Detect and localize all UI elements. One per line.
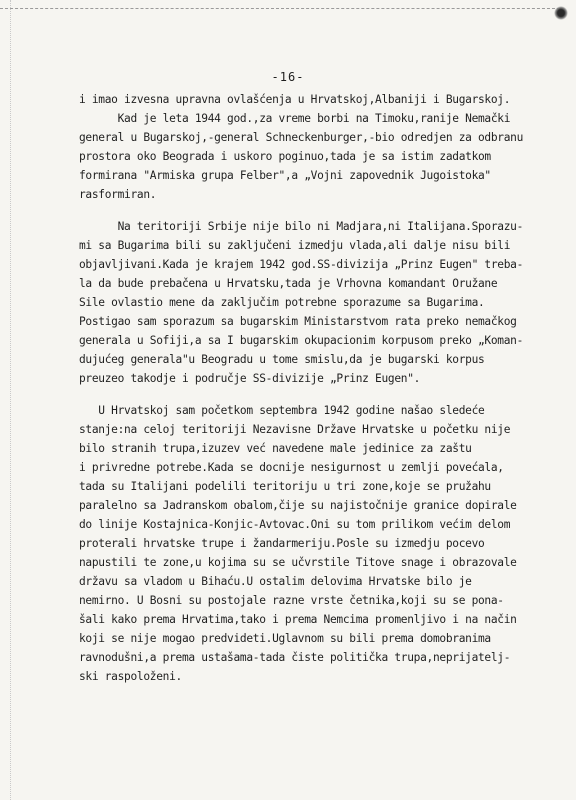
text-line: tada su Italijani podelili teritoriju u tri zone,koje se pružahu (79, 480, 491, 493)
text-line: napustili te zone,u kojima su se učvrstile Titove snage i obrazovale (79, 556, 517, 569)
text-line: državu sa vladom u Bihaću.U ostalim delovima Hrvatske bilo je (79, 575, 472, 588)
text-line: mi sa Bugarima bili su zaključeni izmedju vlada,ali dalje nisu bili (79, 239, 511, 252)
text-line: paralelno sa Jadranskom obalom,čije su najistočnije granice dopirale (79, 499, 517, 512)
text-line: stanje:na celoj teritoriji Nezavisne Države Hrvatske u početku nije (79, 423, 511, 436)
top-edge-dash (0, 8, 560, 9)
text-line: i imao izvesna upravna ovlašćenja u Hrvatskoj,Albaniji i Bugarskoj. (79, 93, 511, 106)
text-line: prostora oko Beograda i uskoro poginuo,tada je sa istim zadatkom (79, 150, 491, 163)
text-line: general u Bugarskoj,-general Schneckenburger,-bio odredjen za odbranu (79, 131, 524, 144)
page-number: -16- (271, 70, 305, 84)
text-line: ski raspoloženi. (79, 670, 182, 683)
text-line: Sile ovlastio mene da zaključim potrebne sporazume sa Bugarima. (79, 296, 485, 309)
text-line: dujućeg generala"u Beogradu u tome smislu,da je bugarski korpus (79, 353, 485, 366)
paragraph-gap (79, 204, 559, 217)
text-line: do linije Kostajnica-Konjic-Avtovac.Oni su tom prilikom većim delom (79, 518, 511, 531)
text-line: i privredne potrebe.Kada se docnije nesigurnost u zemlji povećala, (79, 461, 504, 474)
text-line: rasformiran. (79, 188, 157, 201)
text-line: koji se nije mogao predvideti.Uglavnom su bili prema domobranima (79, 632, 491, 645)
text-line: la da bude prebačena u Hrvatsku,tada je Vrhovna komandant Oružane (79, 277, 498, 290)
text-line: proterali hrvatske trupe i žandarmeriju.Posle su izmedju pocevo (79, 537, 485, 550)
text-line: nemirno. U Bosni su postojale razne vrste četnika,koji su se pona- (79, 594, 504, 607)
text-line: ravnodušni,a prema ustašama-tada čiste politička trupa,neprijatelj- (79, 651, 511, 664)
punch-hole-mark (554, 6, 568, 20)
text-line: preuzeo takodje i područje SS-divizije „Prinz Eugen". (79, 372, 421, 385)
left-margin-line (10, 0, 11, 800)
text-line: objavljivani.Kada je krajem 1942 god.SS-divizija „Prinz Eugen" treba- (79, 258, 524, 271)
paragraph-gap (79, 388, 559, 401)
text-line: Postigao sam sporazum sa bugarskim Ministarstvom rata preko nemačkog (79, 315, 517, 328)
text-line: Na teritoriji Srbije nije bilo ni Madjara,ni Italijana.Sporazu- (79, 220, 524, 233)
text-line: bilo stranih trupa,izuzev već navedene male jedinice za zaštu (79, 442, 472, 455)
text-line: generala u Sofiji,a sa I bugarskim okupacionim korpusom preko „Koman- (79, 334, 524, 347)
text-line: U Hrvatskoj sam početkom septembra 1942 godine našao sledeće (79, 404, 485, 417)
text-line: Kad je leta 1944 god.,za vreme borbi na Timoku,ranije Nemački (79, 112, 511, 125)
body-text (79, 90, 559, 686)
text-line: šali kako prema Hrvatima,tako i prema Nemcima promenljivo i na način (79, 613, 517, 626)
text-line: formirana "Armiska grupa Felber",a „Vojni zapovednik Jugoistoka" (79, 169, 491, 182)
